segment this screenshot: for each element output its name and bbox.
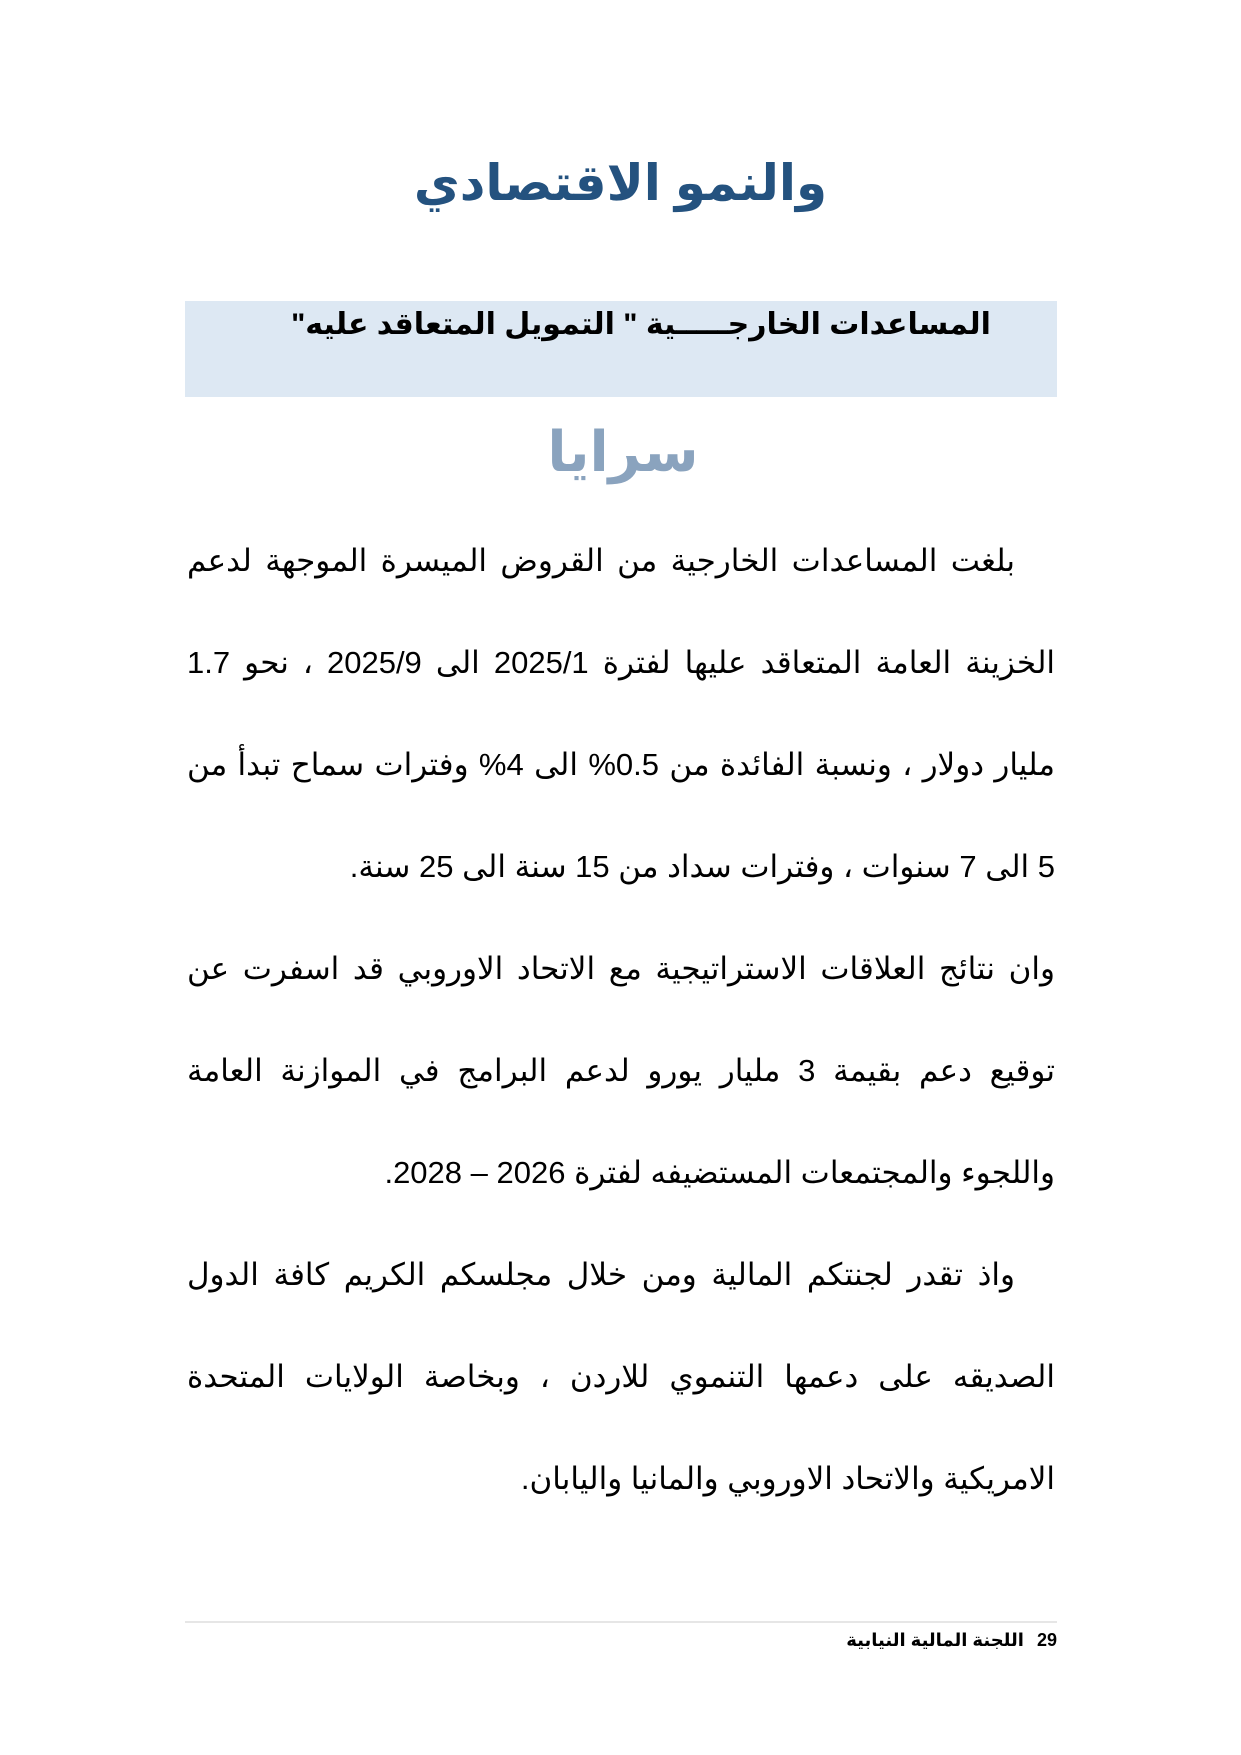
- footer-divider: [185, 1621, 1057, 1623]
- paragraph-eu-support: وان نتائج العلاقات الاستراتيجية مع الاتحاد الاوروبي قد اسفرت عن توقيع دعم بقيمة 3 مليار يورو لدعم البرامج في الموازنة العامة واللجوء والمجتمعات المستضيفه لفترة 2026 – 2028.: [187, 951, 1055, 1190]
- page-number: 29: [1036, 1630, 1057, 1650]
- page-title: والنمو الاقتصادي: [413, 155, 828, 211]
- footer-label: اللجنة المالية النيابية: [846, 1630, 1024, 1650]
- watermark-logo: سرايا: [547, 420, 699, 483]
- paragraph-appreciation: واذ تقدر لجنتكم المالية ومن خلال مجلسكم الكريم كافة الدول الصديقه على دعمها التنموي للاردن ، وبخاصة الولايات المتحدة الامريكية والاتحاد الاوروبي والمانيا واليابان.: [187, 1257, 1055, 1496]
- page-footer: [846, 1627, 1057, 1653]
- section-heading-banner: [185, 301, 1057, 397]
- section-heading: المساعدات الخارجـــــية " التمويل المتعاقد عليه": [291, 308, 991, 341]
- paragraph-external-aid: بلغت المساعدات الخارجية من القروض الميسرة الموجهة لدعم الخزينة العامة المتعاقد عليها لفترة 2025/1 الى 2025/9 ، نحو 1.7 مليار دولار ، ونسبة الفائدة من 0.5% الى 4% وفترات سماح تبدأ من 5 الى 7 سنوات ، وفترات سداد من 15 سنة الى 25 سنة.: [187, 543, 1056, 884]
- document-body: [187, 510, 1055, 1530]
